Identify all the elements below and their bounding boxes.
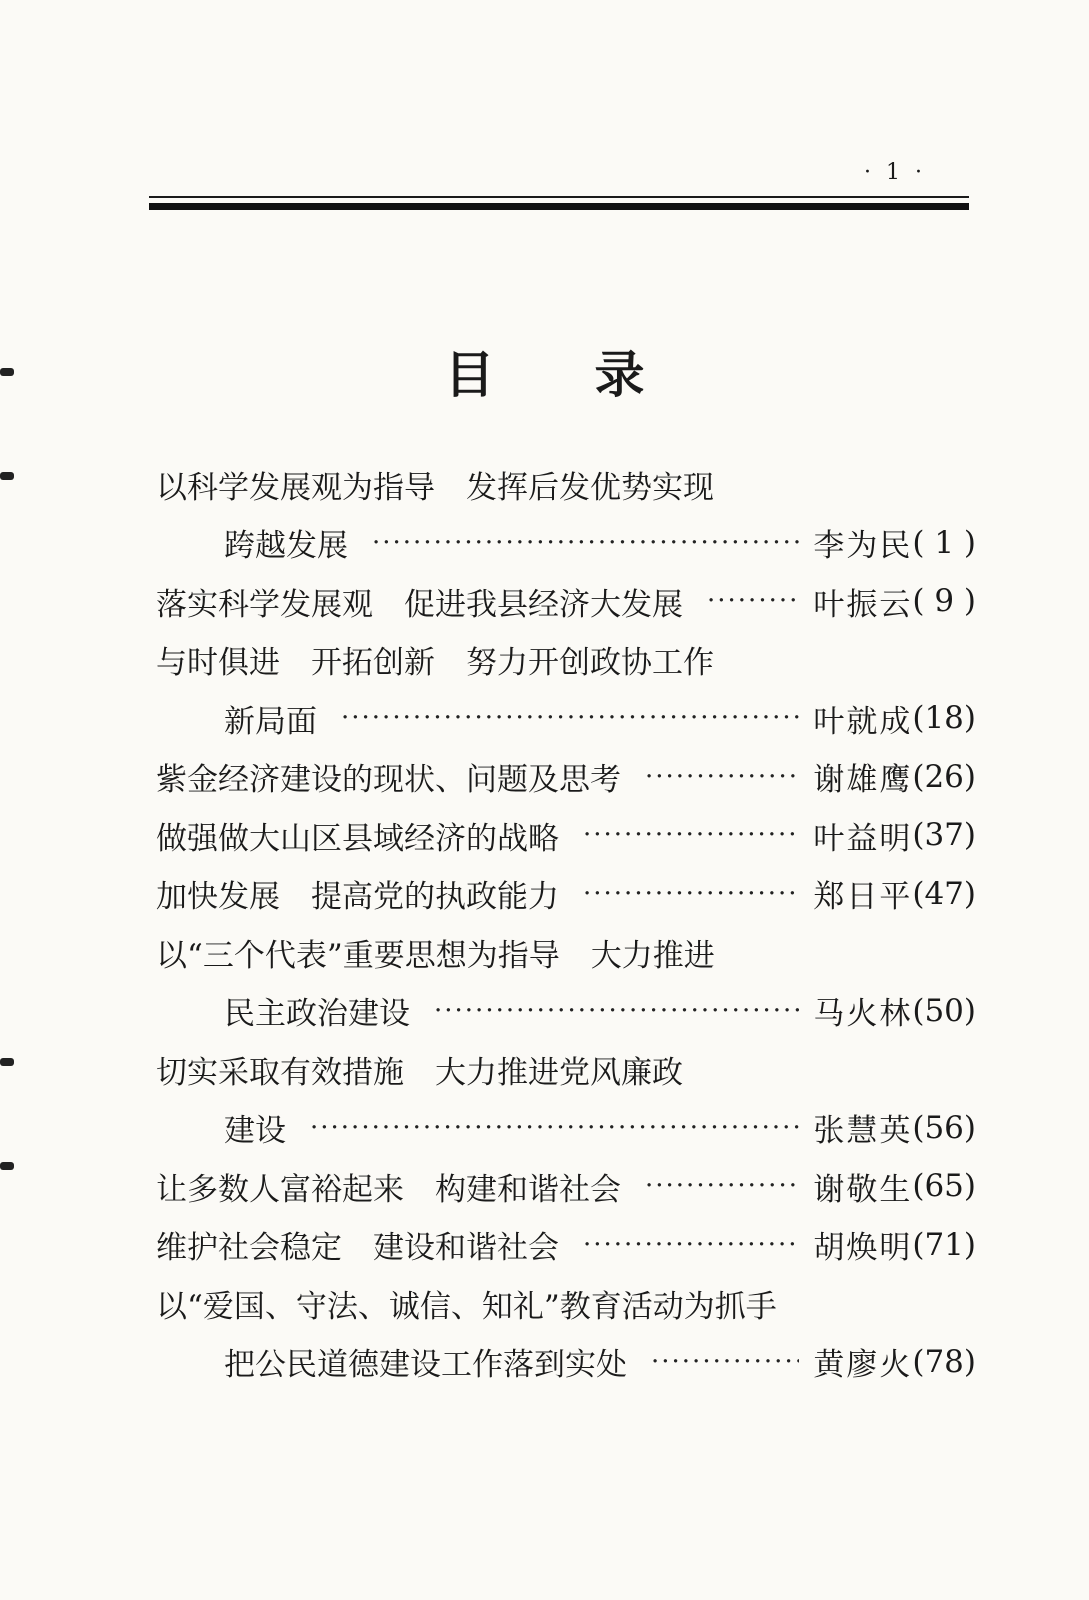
toc-entry-page: ( 9 )	[912, 583, 976, 620]
toc-entry-page: (26)	[912, 758, 976, 795]
binding-mark	[0, 1058, 14, 1066]
leader-dots	[651, 1347, 799, 1377]
toc-entry-page: (50)	[912, 992, 976, 1029]
toc-entry-author: 郑日平	[813, 879, 913, 916]
toc-entry-line	[156, 1216, 976, 1275]
leader-dots	[310, 1113, 799, 1143]
toc-entry-line	[156, 923, 976, 982]
toc-entry-author: 叶振云	[813, 586, 913, 623]
toc-entry-line	[156, 748, 976, 807]
toc-entry-title: 紫金经济建设的现状、问题及思考	[156, 762, 621, 799]
toc-entry-title: 以“爱国、守法、诚信、知礼”教育活动为抓手	[156, 1288, 777, 1325]
toc-entry-line	[156, 572, 976, 631]
toc-entry-title: 新局面	[224, 703, 317, 740]
toc-entry-page: (78)	[912, 1343, 976, 1380]
toc-entry[interactable]	[156, 455, 976, 572]
toc-entry-page: (18)	[912, 700, 976, 737]
toc-entry[interactable]	[156, 572, 976, 631]
toc-entry-line	[156, 1099, 976, 1158]
toc-entry[interactable]	[156, 1157, 976, 1216]
leader-dots	[583, 820, 799, 850]
leader-dots	[372, 528, 799, 558]
toc-entry-author: 黄廖火	[813, 1347, 913, 1384]
toc-entry-title: 切实采取有效措施 大力推进党风廉政	[156, 1054, 683, 1091]
toc-entry[interactable]	[156, 1274, 976, 1391]
toc-entry-title: 以“三个代表”重要思想为指导 大力推进	[156, 937, 715, 974]
toc-entry-author: 马火林	[813, 996, 913, 1033]
leader-dots	[645, 762, 799, 792]
toc-entry-line	[156, 1274, 976, 1333]
leader-dots	[341, 703, 799, 733]
toc-title: 目录	[444, 346, 745, 404]
toc-entry-title: 落实科学发展观 促进我县经济大发展	[156, 586, 683, 623]
toc-entry-line	[156, 1157, 976, 1216]
toc-entry-author: 李为民	[813, 528, 913, 565]
toc-entry-page: (56)	[912, 1109, 976, 1146]
toc-entry[interactable]	[156, 631, 976, 748]
toc-entry-title: 建设	[224, 1113, 286, 1150]
toc-entry-title: 让多数人富裕起来 构建和谐社会	[156, 1171, 621, 1208]
toc-entry-line	[156, 1040, 976, 1099]
toc-entry-line	[156, 689, 976, 748]
toc-entry-title: 加快发展 提高党的执政能力	[156, 879, 559, 916]
toc-entry-author: 张慧英	[813, 1113, 913, 1150]
toc-entry-author: 胡焕明	[813, 1230, 913, 1267]
binding-mark	[0, 368, 14, 376]
toc-entry-page: (37)	[912, 817, 976, 854]
toc-entry-title: 把公民道德建设工作落到实处	[224, 1347, 627, 1384]
toc-entry-line	[156, 455, 976, 514]
toc-entry-title: 做强做大山区县域经济的战略	[156, 820, 559, 857]
toc-entry[interactable]	[156, 748, 976, 807]
header-rule-thick	[149, 203, 969, 210]
toc-entry-title: 与时俱进 开拓创新 努力开创政协工作	[156, 645, 714, 682]
toc-entry-line	[156, 865, 976, 924]
leader-dots	[583, 879, 799, 909]
toc-entry-page: (65)	[912, 1168, 976, 1205]
toc-entry-line	[156, 514, 976, 573]
toc-list	[156, 455, 976, 1391]
binding-mark	[0, 472, 14, 480]
toc-entry[interactable]	[156, 923, 976, 1040]
toc-entry-author: 谢敬生	[813, 1171, 913, 1208]
leader-dots	[707, 586, 799, 616]
toc-entry[interactable]	[156, 865, 976, 924]
toc-entry[interactable]	[156, 1216, 976, 1275]
toc-entry-title: 跨越发展	[224, 528, 348, 565]
toc-entry-page: (47)	[912, 875, 976, 912]
toc-entry[interactable]	[156, 1040, 976, 1157]
toc-entry-title: 以科学发展观为指导 发挥后发优势实现	[156, 469, 714, 506]
toc-entry-author: 叶益明	[813, 820, 913, 857]
toc-entry-author: 叶就成	[813, 703, 913, 740]
toc-entry-line	[156, 1333, 976, 1392]
header-rule-thin	[149, 196, 969, 198]
leader-dots	[645, 1171, 799, 1201]
toc-entry-line	[156, 982, 976, 1041]
toc-entry-title: 民主政治建设	[224, 996, 410, 1033]
toc-entry-author: 谢雄鹰	[813, 762, 913, 799]
leader-dots	[583, 1230, 799, 1260]
page-number: · 1 ·	[864, 160, 926, 185]
toc-entry-page: ( 1 )	[912, 524, 976, 561]
binding-mark	[0, 1162, 14, 1170]
toc-entry-page: (71)	[912, 1226, 976, 1263]
leader-dots	[434, 996, 799, 1026]
toc-entry-title: 维护社会稳定 建设和谐社会	[156, 1230, 559, 1267]
toc-entry-line	[156, 806, 976, 865]
toc-entry[interactable]	[156, 806, 976, 865]
toc-entry-line	[156, 631, 976, 690]
